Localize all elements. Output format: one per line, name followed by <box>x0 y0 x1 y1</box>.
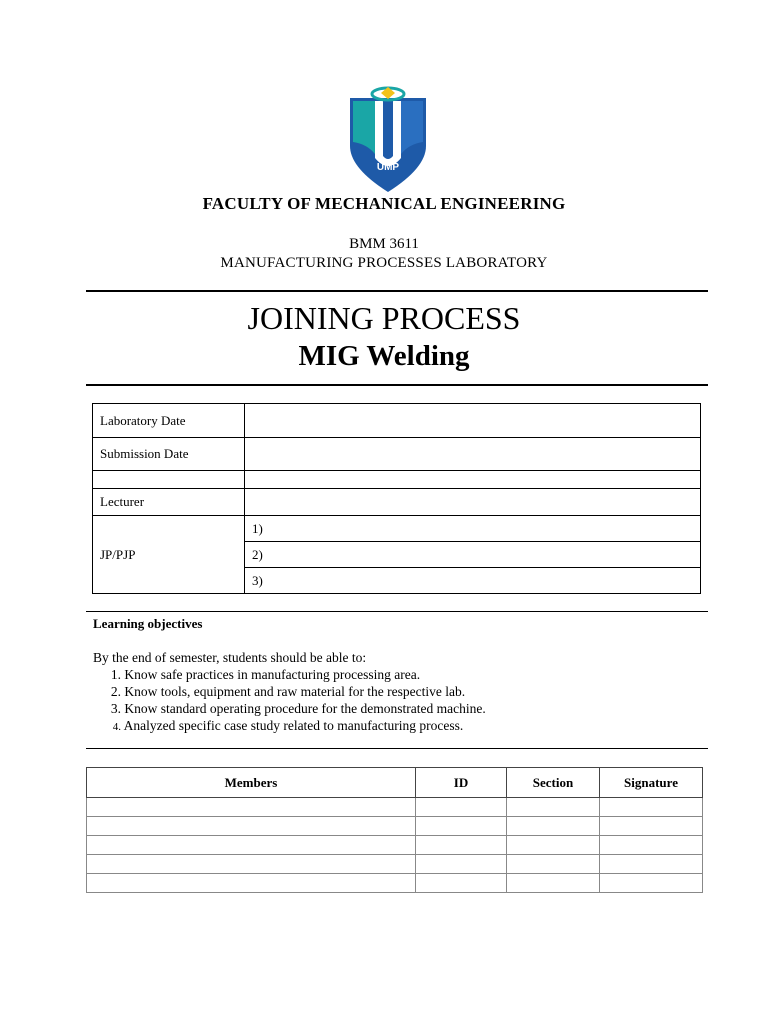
jp-item-1[interactable]: 1) <box>245 516 701 542</box>
objective-item: 1. Know safe practices in manufacturing processing area. <box>110 667 421 682</box>
member-name-cell[interactable] <box>87 836 416 855</box>
info-table <box>92 403 701 594</box>
member-id-cell[interactable] <box>416 817 507 836</box>
divider-title-bottom <box>86 384 708 386</box>
signature-header: Signature <box>600 768 703 798</box>
page-title: JOINING PROCESS <box>247 300 521 336</box>
divider-objectives-bottom <box>86 748 708 749</box>
member-name-cell[interactable] <box>87 874 416 893</box>
member-id-cell[interactable] <box>416 798 507 817</box>
objective-item: 4. Analyzed specific case study related to manufacturing process. <box>112 718 464 733</box>
members-table <box>86 767 703 893</box>
objectives-list <box>93 666 486 734</box>
member-name-cell[interactable] <box>87 817 416 836</box>
objectives-intro: By the end of semester, students should be able to: <box>93 650 367 665</box>
divider-top <box>86 290 708 292</box>
member-id-cell[interactable] <box>416 855 507 874</box>
table-row <box>87 874 703 893</box>
jp-item-2[interactable]: 2) <box>245 542 701 568</box>
laboratory-date-label: Laboratory Date <box>93 404 245 438</box>
logo-text: UMP <box>376 162 400 173</box>
members-header: Members <box>87 768 416 798</box>
faculty-name: FACULTY OF MECHANICAL ENGINEERING <box>202 194 566 213</box>
table-row <box>87 798 703 817</box>
member-signature-cell[interactable] <box>600 874 703 893</box>
lecturer-label: Lecturer <box>93 489 245 516</box>
submission-date-label: Submission Date <box>93 438 245 471</box>
member-section-cell[interactable] <box>507 874 600 893</box>
objectives-title: Learning objectives <box>93 616 203 631</box>
member-section-cell[interactable] <box>507 798 600 817</box>
course-code: BMM 3611 <box>349 236 419 252</box>
divider-objectives-top <box>86 611 708 612</box>
member-name-cell[interactable] <box>87 855 416 874</box>
spacer-cell <box>245 471 701 489</box>
lecturer-value[interactable] <box>245 489 701 516</box>
member-name-cell[interactable] <box>87 798 416 817</box>
submission-date-value[interactable] <box>245 438 701 471</box>
member-signature-cell[interactable] <box>600 817 703 836</box>
table-row <box>87 855 703 874</box>
course-name: MANUFACTURING PROCESSES LABORATORY <box>220 255 548 271</box>
member-id-cell[interactable] <box>416 874 507 893</box>
member-signature-cell[interactable] <box>600 836 703 855</box>
section-header: Section <box>507 768 600 798</box>
member-signature-cell[interactable] <box>600 855 703 874</box>
member-section-cell[interactable] <box>507 817 600 836</box>
member-section-cell[interactable] <box>507 855 600 874</box>
jp-item-3[interactable]: 3) <box>245 568 701 594</box>
table-row <box>87 836 703 855</box>
member-id-cell[interactable] <box>416 836 507 855</box>
ump-logo <box>345 84 431 194</box>
laboratory-date-value[interactable] <box>245 404 701 438</box>
objective-item: 3. Know standard operating procedure for the demonstrated machine. <box>110 701 486 716</box>
id-header: ID <box>416 768 507 798</box>
jp-pjp-label: JP/PJP <box>93 516 245 594</box>
page-subtitle: MIG Welding <box>298 340 470 372</box>
spacer-cell <box>93 471 245 489</box>
member-section-cell[interactable] <box>507 836 600 855</box>
table-row <box>87 817 703 836</box>
objective-item: 2. Know tools, equipment and raw material for the respective lab. <box>110 684 466 699</box>
member-signature-cell[interactable] <box>600 798 703 817</box>
